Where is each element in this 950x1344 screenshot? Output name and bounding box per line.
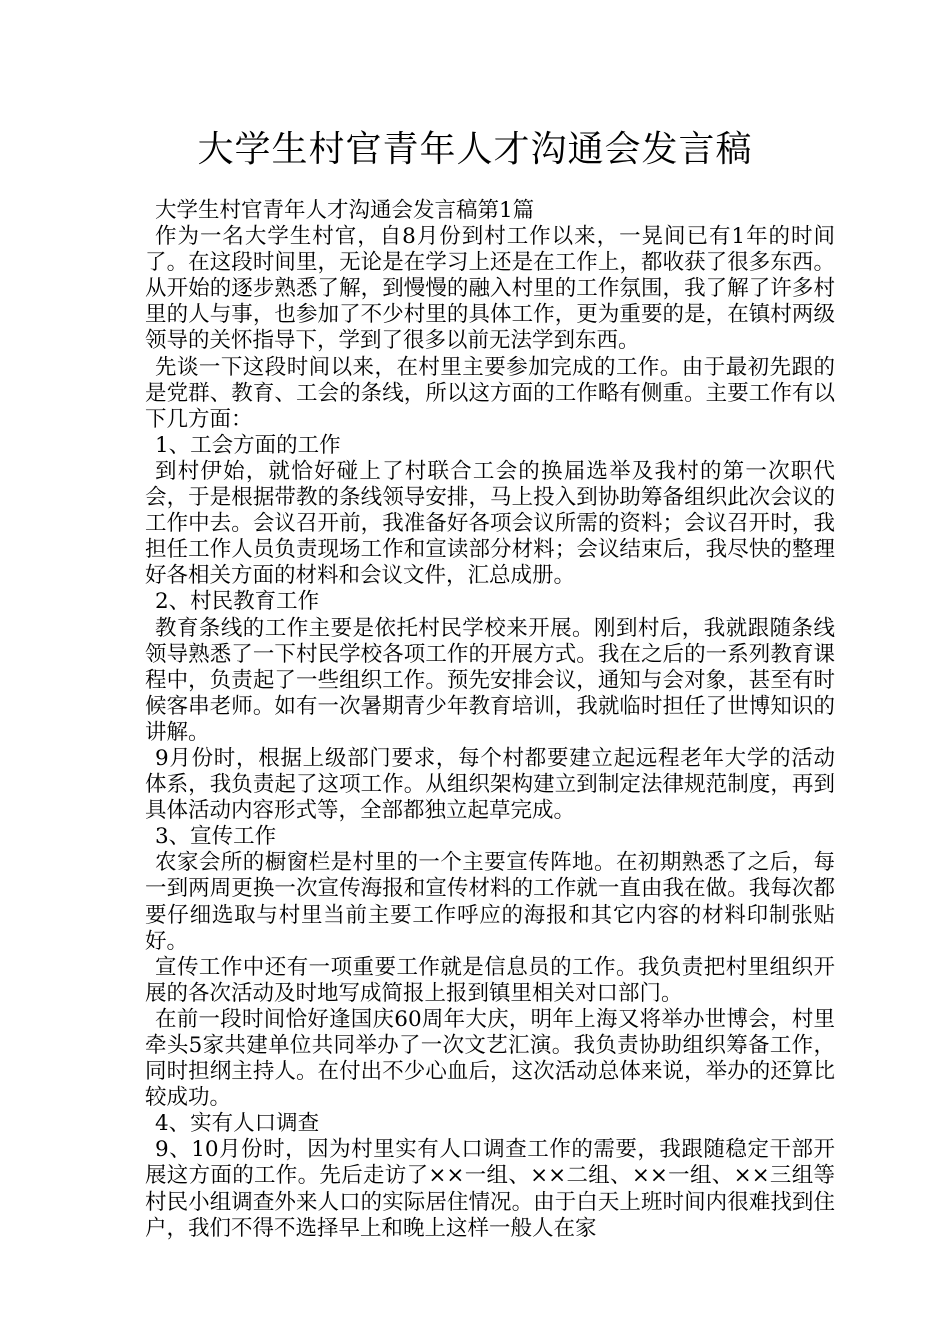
paragraph: 9、10月份时，因为村里实有人口调查工作的需要，我跟随稳定干部开展这方面的工作。先后走访了××一组、××二组、××一组、××三组等村民小组调查外来人口的实际居住情况。由于白天上班时间内很难找到住户，我们不得不选择早上和晚上这样一般人在家 bbox=[145, 1137, 835, 1241]
paragraph: 在前一段时间恰好逢国庆60周年大庆，明年上海又将举办世博会，村里牵头5家共建单位共同举办了一次文艺汇演。我负责协助组织筹备工作，同时担纲主持人。在付出不少心血后，这次活动总体来说，举办的还算比较成功。 bbox=[145, 1006, 835, 1111]
section-heading: 3、宣传工作 bbox=[155, 824, 277, 850]
paragraph: 作为一名大学生村官，自8月份到村工作以来，一晃间已有1年的时间了。在这段时间里，无论是在学习上还是在工作上，都收获了很多东西。从开始的逐步熟悉了解，到慢慢的融入村里的工作氛围，我了解了许多村里的人与事，也参加了不少村里的具体工作，更为重要的是，在镇村两级领导的关怀指导下，学到了很多以前无法学到东西。 bbox=[145, 224, 835, 354]
paragraph: 9月份时，根据上级部门要求，每个村都要建立起远程老年大学的活动体系，我负责起了这项工作。从组织架构建立到制定法律规范制度，再到具体活动内容形式等，全部都独立起草完成。 bbox=[145, 745, 835, 824]
document-title: 大学生村官青年人才沟通会发言稿 bbox=[197, 129, 753, 170]
document-body bbox=[145, 198, 835, 1242]
section-heading: 4、实有人口调查 bbox=[155, 1111, 320, 1137]
section-heading: 1、工会方面的工作 bbox=[155, 432, 341, 458]
section-heading: 大学生村官青年人才沟通会发言稿第1篇 bbox=[155, 198, 535, 223]
paragraph: 教育条线的工作主要是依托村民学校来开展。刚到村后，我就跟随条线领导熟悉了一下村民学校各项工作的开展方式。我在之后的一系列教育课程中，负责起了一些组织工作。预先安排会议，通知与会对象，甚至有时候客串老师。如有一次暑期青少年教育培训，我就临时担任了世博知识的讲解。 bbox=[145, 615, 835, 745]
paragraph: 到村伊始，就恰好碰上了村联合工会的换届选举及我村的第一次职代会，于是根据带教的条线领导安排，马上投入到协助筹备组织此次会议的工作中去。会议召开前，我准备好各项会议所需的资料；会议召开时，我担任工作人员负责现场工作和宣读部分材料；会议结束后，我尽快的整理好各相关方面的材料和会议文件，汇总成册。 bbox=[145, 458, 835, 589]
paragraph: 农家会所的橱窗栏是村里的一个主要宣传阵地。在初期熟悉了之后，每一到两周更换一次宣传海报和宣传材料的工作就一直由我在做。我每次都要仔细选取与村里当前主要工作呼应的海报和其它内容的材料印制张贴好。 bbox=[145, 850, 835, 954]
section-heading: 2、村民教育工作 bbox=[155, 589, 320, 615]
paragraph: 宣传工作中还有一项重要工作就是信息员的工作。我负责把村里组织开展的各次活动及时地写成简报上报到镇里相关对口部门。 bbox=[145, 954, 835, 1006]
paragraph: 先谈一下这段时间以来，在村里主要参加完成的工作。由于最初先跟的是党群、教育、工会的条线，所以这方面的工作略有侧重。主要工作有以下几方面： bbox=[145, 354, 835, 432]
